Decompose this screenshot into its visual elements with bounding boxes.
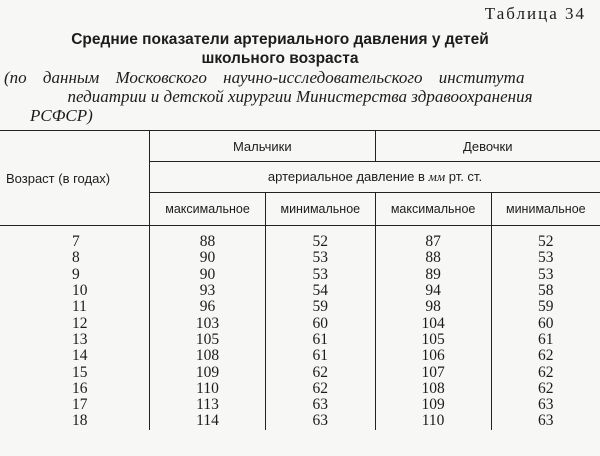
cell-girls-max: 109 [375,397,491,413]
cell-boys-max: 109 [150,364,266,380]
boys-group-header: Мальчики [150,131,376,162]
cell-boys-max: 105 [150,332,266,348]
title-line-1: Средние показатели артериального давления у детей [71,31,489,48]
cell-boys-min: 61 [266,332,376,348]
table-row [0,299,600,315]
cell-boys-min: 60 [266,315,376,331]
unit-mm: мм [428,169,446,184]
cell-girls-max: 106 [375,348,491,364]
title-line-2: школьного возраста [201,50,359,67]
cell-boys-max: 103 [150,315,266,331]
cell-girls-min: 62 [491,348,600,364]
cell-girls-max: 107 [375,364,491,380]
table-row [0,332,600,348]
cell-boys-min: 62 [266,381,376,397]
cell-girls-max: 87 [375,226,491,251]
cell-boys-min: 63 [266,413,376,429]
cell-boys-max: 90 [150,250,266,266]
cell-boys-min: 61 [266,348,376,364]
cell-girls-min: 62 [491,381,600,397]
boys-min-header: минимальное [266,193,376,226]
girls-max-header: максимальное [375,193,491,226]
cell-boys-min: 53 [266,250,376,266]
cell-age: 9 [72,265,80,283]
girls-group-header: Девочки [375,131,600,162]
cell-girls-min: 60 [491,315,600,331]
table-row [0,315,600,331]
cell-boys-max: 93 [150,283,266,299]
cell-girls-max: 89 [375,267,491,283]
table-row [0,226,600,251]
cell-age: 13 [72,330,88,348]
table-row [0,348,600,364]
cell-girls-min: 53 [491,267,600,283]
cell-boys-min: 62 [266,364,376,380]
table-row [0,250,600,266]
table-row [0,397,600,413]
cell-girls-max: 110 [375,413,491,429]
table-row [0,267,600,283]
table-row [0,364,600,380]
unit-prefix: артериальное давление в [267,169,425,184]
boys-max-header: максимальное [150,193,266,226]
table-title [0,30,560,68]
cell-age: 7 [72,233,80,251]
cell-age: 8 [72,249,80,267]
table-row [0,381,600,397]
cell-age: 11 [72,298,87,316]
table-row [0,283,600,299]
cell-boys-min: 52 [266,226,376,251]
table-body [0,226,600,430]
table-number: Таблица 34 [484,4,586,23]
cell-age: 18 [72,412,88,430]
table-header [0,131,600,226]
cell-age: 15 [72,363,88,381]
cell-age: 16 [72,379,88,397]
cell-boys-max: 108 [150,348,266,364]
cell-girls-max: 108 [375,381,491,397]
cell-girls-min: 53 [491,250,600,266]
cell-boys-max: 88 [150,226,266,251]
cell-boys-max: 113 [150,397,266,413]
cell-boys-min: 53 [266,267,376,283]
source-line-1: (по данным Московского научно-исследовательского института [4,68,525,87]
age-column-header: Возраст (в годах) [0,131,150,226]
cell-girls-min: 59 [491,299,600,315]
cell-girls-min: 63 [491,413,600,429]
girls-min-header: минимальное [491,193,600,226]
cell-girls-max: 88 [375,250,491,266]
cell-girls-max: 105 [375,332,491,348]
cell-girls-min: 58 [491,283,600,299]
unit-suffix: рт. ст. [448,169,483,184]
source-note [0,68,600,125]
cell-girls-max: 94 [375,283,491,299]
cell-boys-min: 59 [266,299,376,315]
unit-header [150,162,600,193]
cell-girls-min: 61 [491,332,600,348]
table-row [0,413,600,429]
cell-boys-min: 63 [266,397,376,413]
cell-boys-max: 96 [150,299,266,315]
cell-age: 17 [72,396,88,414]
cell-girls-min: 52 [491,226,600,251]
source-line-3: РСФСР) [30,106,93,125]
source-line-2: педиатрии и детской хирургии Министерства здравоохранения [67,87,533,106]
cell-girls-min: 63 [491,397,600,413]
cell-girls-max: 104 [375,315,491,331]
cell-girls-max: 98 [375,299,491,315]
cell-girls-min: 62 [491,364,600,380]
cell-boys-max: 114 [150,413,266,429]
cell-boys-min: 54 [266,283,376,299]
blood-pressure-table [0,130,600,430]
cell-age: 10 [72,282,88,300]
cell-boys-max: 90 [150,267,266,283]
cell-age: 14 [72,347,88,365]
cell-boys-max: 110 [150,381,266,397]
cell-age: 12 [72,314,88,332]
